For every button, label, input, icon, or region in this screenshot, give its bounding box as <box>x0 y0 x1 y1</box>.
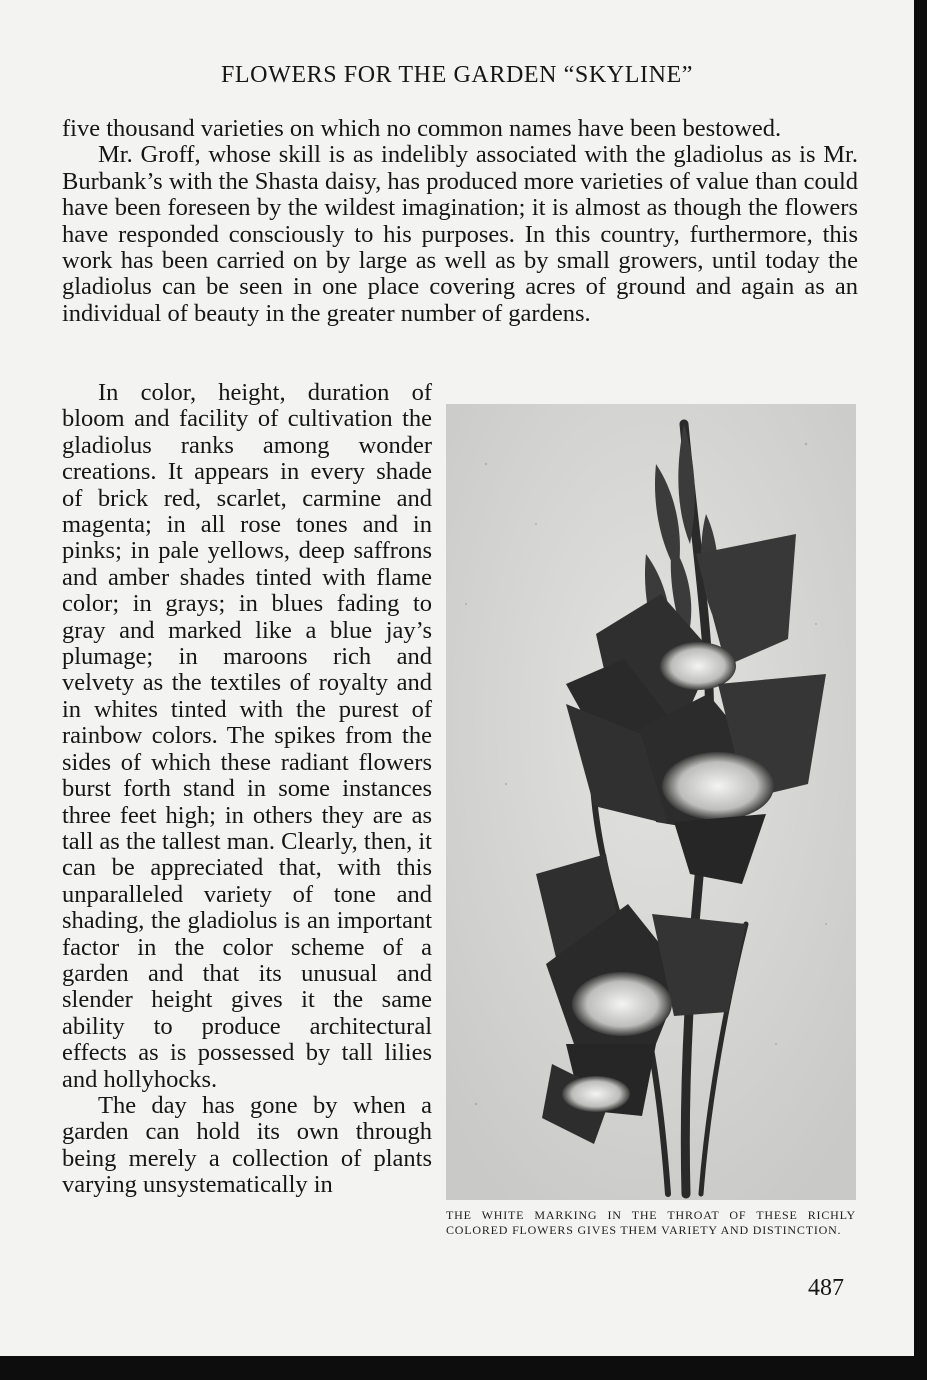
column-text <box>62 380 432 1199</box>
running-head: FLOWERS FOR THE GARDEN “SKYLINE” <box>220 62 694 88</box>
scan-edge-right <box>914 0 927 1380</box>
gladiolus-illustration <box>446 404 856 1200</box>
paragraph-groff: Mr. Groff, whose skill is as indelibly associated with the gladiolus as is Mr. Burbank’s with the Shasta daisy, has produced more varieties of value than could have been foreseen by the wildest imagination; it is almost as though the flowers have responded consciously to his purposes. In this country, furthermore, this work has been carried on by large as well as by small growers, until today the gladiolus can be seen in one place covering acres of ground and again as an individual of beauty in the greater number of gardens. <box>62 141 858 327</box>
full-width-text <box>62 116 858 327</box>
paragraph-garden: The day has gone by when a garden can hold its own through being merely a collection of plants varying unsystematically in <box>62 1091 432 1199</box>
figure-caption: THE WHITE MARKING IN THE THROAT OF THESE RICHLY COLORED FLOWERS GIVES THEM VARIETY AND DISTINCTION. <box>446 1208 856 1237</box>
page-number: 487 <box>808 1275 844 1301</box>
paragraph-color: In color, height, duration of bloom and facility of cultivation the gladiolus ranks among wonder creations. It appears in every shade of brick red, scarlet, carmine and magenta; in all rose tones and in pinks; in pale yellows, deep saffrons and amber shades tinted with flame color; in grays; in blues fading to gray and marked like a blue jay’s plumage; in maroons rich and velvety as the textiles of royalty and in whites tinted with the purest of rainbow colors. The spikes from the sides of which these radiant flowers burst forth stand in some instances three feet high; in others they are as tall as the tallest man. Clearly, then, it can be appreciated that, with this unparalleled variety of tone and shading, the gladiolus is an important factor in the color scheme of a garden and that its unusual and slender height gives it the same ability to produce architectural effects as is possessed by tall lilies and hollyhocks. <box>62 379 432 1093</box>
paragraph-continuation: five thousand varieties on which no common names have been bestowed. <box>62 115 782 142</box>
scan-edge-bottom <box>0 1356 927 1380</box>
gladiolus-photograph <box>446 404 856 1200</box>
